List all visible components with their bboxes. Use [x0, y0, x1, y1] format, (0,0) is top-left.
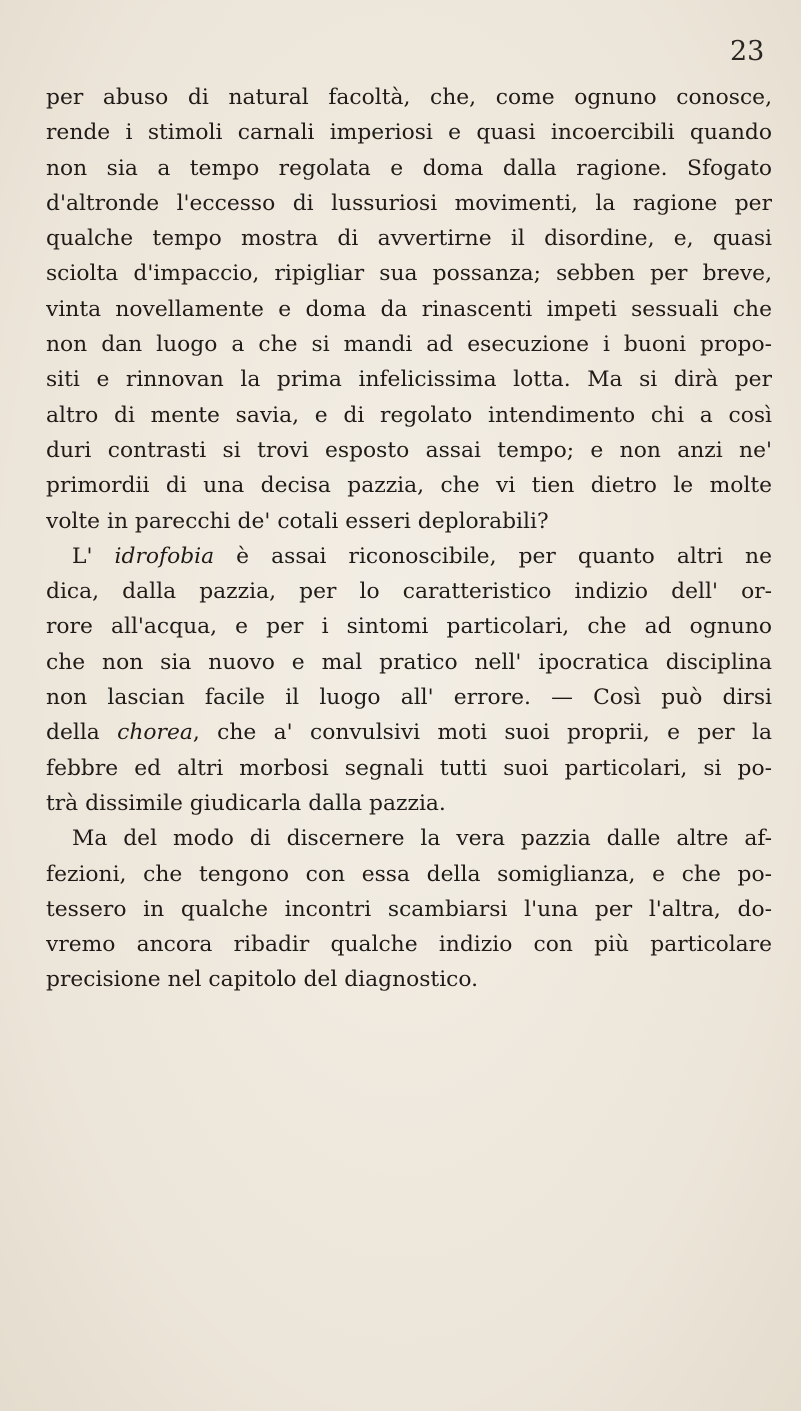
text-line: qualche tempo mostra di avvertirne il disordine, e, quasi: [46, 226, 772, 252]
paragraph: [46, 539, 772, 821]
text-line: per abuso di natural facoltà, che, come ognuno conosce,: [46, 85, 772, 110]
text-line: sciolta d'impaccio, ripigliar sua possanza; sebben per breve,: [46, 261, 772, 287]
text-line: duri contrasti si trovi esposto assai tempo; e non anzi ne': [46, 437, 772, 463]
body-text: [46, 80, 772, 998]
text-line: altro di mente savia, e di regolato intendimento chi a così: [46, 402, 772, 428]
text-line: Ma del modo di discernere la vera pazzia dalle altre af-: [72, 826, 772, 852]
text-line: della chorea, che a' convulsivi moti suoi proprii, e per la: [46, 720, 772, 746]
text-line: trà dissimile giudicarla dalla pazzia.: [46, 790, 446, 816]
text-line: vremo ancora ribadir qualche indizio con più particolare: [46, 932, 772, 958]
text-line: vinta novellamente e doma da rinascenti impeti sessuali che: [46, 296, 772, 322]
page-number: 23: [730, 36, 765, 67]
paragraph: [46, 80, 772, 539]
text-line: tessero in qualche incontri scambiarsi l'una per l'altra, do-: [46, 896, 772, 922]
text-line: L' idrofobia è assai riconoscibile, per quanto altri ne: [72, 543, 772, 569]
text-line: non lascian facile il luogo all' errore. — Così può dirsi: [46, 685, 772, 711]
text-line: rende i stimoli carnali imperiosi e quasi incoercibili quando: [46, 120, 772, 146]
text-line: dica, dalla pazzia, per lo caratteristico indizio dell' or-: [46, 579, 772, 605]
text-line: siti e rinnovan la prima infelicissima lotta. Ma si dirà per: [46, 367, 772, 393]
text-line: fezioni, che tengono con essa della somiglianza, e che po-: [46, 861, 772, 887]
text-line: primordii di una decisa pazzia, che vi tien dietro le molte: [46, 473, 772, 499]
text-line: non dan luogo a che si mandi ad esecuzione i buoni propo-: [46, 332, 772, 358]
text-line: che non sia nuovo e mal pratico nell' ipocratica disciplina: [46, 649, 772, 675]
text-line: volte in parecchi de' cotali esseri deplorabili?: [46, 508, 549, 534]
text-line: precisione nel capitolo del diagnostico.: [46, 967, 479, 993]
paragraph: [46, 821, 772, 997]
text-line: febbre ed altri morbosi segnali tutti suoi particolari, si po-: [46, 755, 772, 781]
text-line: non sia a tempo regolata e doma dalla ragione. Sfogato: [46, 155, 772, 181]
text-line: rore all'acqua, e per i sintomi particolari, che ad ognuno: [46, 614, 772, 640]
text-line: d'altronde l'eccesso di lussuriosi movimenti, la ragione per: [46, 190, 772, 216]
